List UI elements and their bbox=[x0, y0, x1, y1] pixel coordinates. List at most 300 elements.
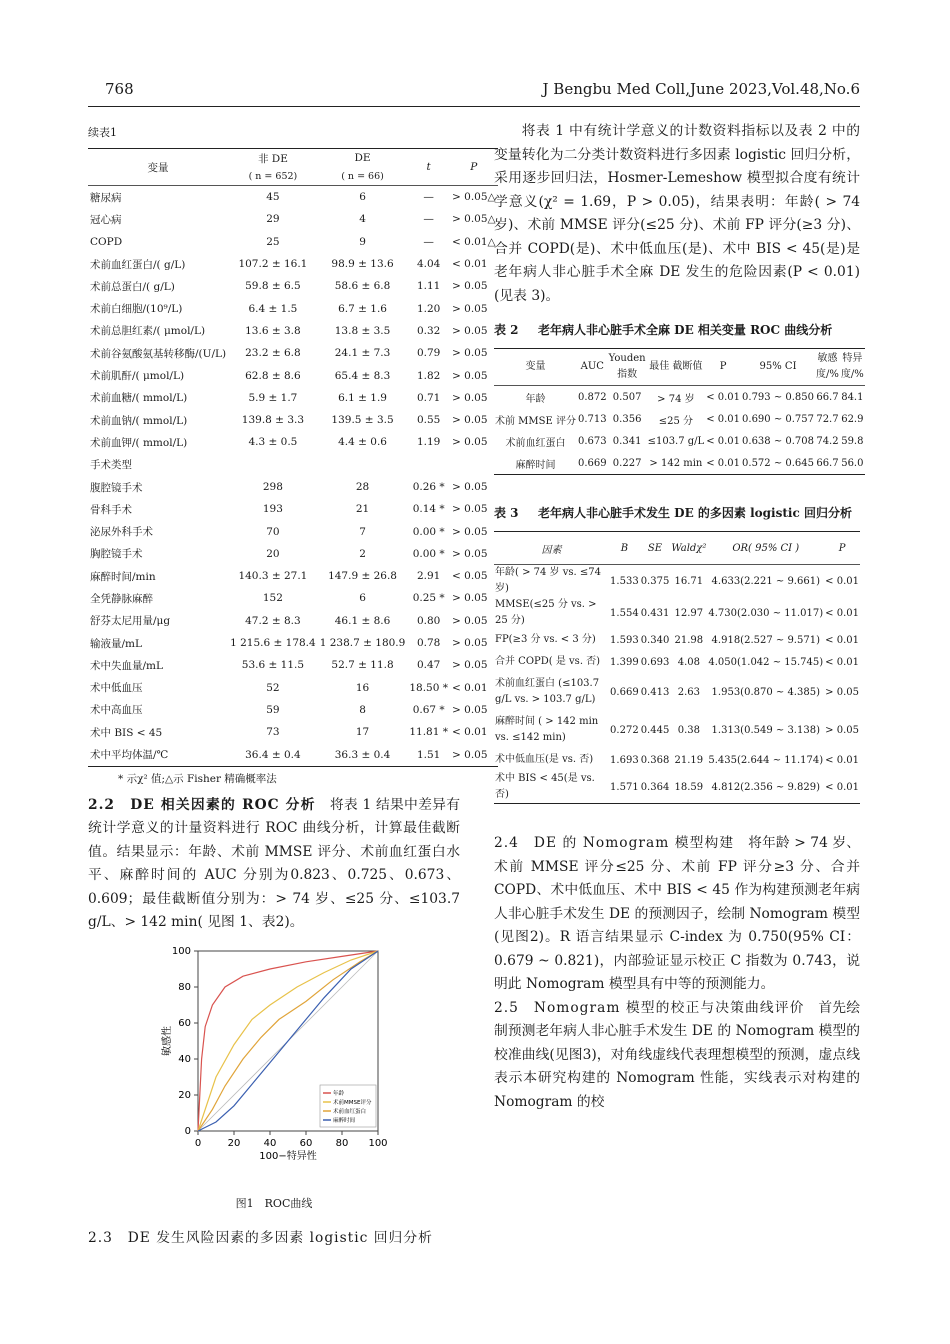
table3-cell: 0.364 bbox=[640, 781, 670, 793]
table2-cell: < 0.01 bbox=[706, 413, 741, 425]
table1-cell-t bbox=[407, 454, 450, 476]
table1-cell-p: > 0.05 bbox=[452, 525, 488, 538]
table2-cell: ≤25 分 bbox=[658, 415, 694, 427]
table2-cell: 麻醉时间 bbox=[515, 459, 556, 471]
header-rule bbox=[88, 106, 860, 107]
table1-header-variable: 变量 bbox=[147, 161, 169, 174]
table3-cell: < 0.01 bbox=[825, 781, 859, 793]
legend-label: 术前血红蛋白 bbox=[333, 1108, 367, 1115]
table3-cell: 12.97 bbox=[674, 607, 704, 619]
x-tick-label: 80 bbox=[335, 1137, 349, 1149]
table3-cell: 1.554 bbox=[610, 607, 639, 619]
table3-cell: MMSE(≤25 分 vs. > 25 分) bbox=[495, 599, 597, 626]
x-tick-label: 20 bbox=[227, 1137, 241, 1149]
table-row bbox=[88, 387, 498, 409]
table1-cell-non-de: 36.4 ± 0.4 bbox=[245, 748, 301, 761]
table-row bbox=[88, 320, 498, 342]
table1-cell-non-de: 59.8 ± 6.5 bbox=[245, 280, 301, 293]
table1-cell-de: 16 bbox=[355, 681, 370, 694]
table3-cell: > 0.05 bbox=[825, 724, 859, 736]
table-row bbox=[494, 629, 860, 651]
table-row bbox=[88, 610, 498, 632]
table2-cell: 0.673 bbox=[578, 435, 607, 447]
table1-cell-variable: 术中低血压 bbox=[90, 682, 143, 695]
table1-cell-non-de: 20 bbox=[266, 547, 280, 560]
table1 bbox=[88, 148, 498, 767]
table1-cell-de: 58.6 ± 6.8 bbox=[334, 280, 391, 293]
table1-cell-non-de: 52 bbox=[266, 681, 280, 694]
table2-header-cell: Youden 指数 bbox=[608, 353, 646, 380]
table1-cell-p: > 0.05 bbox=[452, 369, 488, 382]
table3-cell: 0.669 bbox=[610, 686, 639, 698]
table3-cell: 16.71 bbox=[674, 575, 704, 587]
table1-cell-t: 1.51 bbox=[416, 748, 441, 761]
table-row bbox=[88, 498, 498, 520]
table3-cell: 0.413 bbox=[640, 686, 670, 698]
table1-cell-p: < 0.01 bbox=[452, 726, 488, 739]
table1-cell-de: 36.3 ± 0.4 bbox=[334, 748, 391, 761]
table-row bbox=[494, 771, 860, 804]
y-tick-label: 20 bbox=[178, 1089, 191, 1101]
section-2-2-text: 将表 1 结果中差异有统计学意义的计量资料进行 ROC 曲线分析，计算最佳截断值。结果显示：年龄、术前 MMSE 评分、术前血红蛋白水平、麻醉时间的 AUC 分别为0.823、0.725、0.673、0.609；最佳截断值分别为：> 74 岁、≤25 分、≤103.7 g/L、> 142 min( 见图 1、表2)。 bbox=[88, 796, 461, 931]
table2-cell: 56.0 bbox=[841, 457, 864, 469]
table3-cell: 18.59 bbox=[674, 781, 704, 793]
table2-header-cell: 敏感度/% bbox=[816, 353, 839, 380]
section-2-4-text: 将年龄 > 74 岁、术前 MMSE 评分≤25 分、术前 FP 评分≥3 分、合并 COPD、术中低血压、术中 BIS < 45 作为构建预测老年病人非心脏手术发生 DE 的预测因子，绘制 Nomogram 模型(见图2)。R 语言结果显示 C-index 为 0.750(95% CI：0.679 ~ 0.821)，内部验证显示校正 C 指数为 0.743，说明此 Nomogram 模型具有中等的预测能力。 bbox=[494, 835, 860, 992]
table2-header-row bbox=[494, 349, 865, 386]
table2-caption bbox=[494, 320, 860, 340]
table1-header-non-de-n: ( n = 652) bbox=[248, 170, 298, 182]
table3-title: 老年病人非心脏手术发生 DE 的多因素 logistic 回归分析 bbox=[538, 506, 852, 520]
table1-cell-de: 46.1 ± 8.6 bbox=[334, 614, 391, 627]
table1-header-de: DE bbox=[354, 152, 371, 164]
table1-cell-t: 1.19 bbox=[416, 436, 441, 449]
y-tick-label: 60 bbox=[178, 1017, 191, 1029]
table1-cell-non-de: 6.4 ± 1.5 bbox=[248, 302, 298, 315]
table1-cell-de bbox=[318, 454, 408, 476]
table2-cell: 年龄 bbox=[525, 393, 546, 405]
table1-cell-variable: 骨科手术 bbox=[90, 503, 132, 516]
table1-cell-de: 4 bbox=[359, 213, 366, 226]
table1-cell-de: 6 bbox=[359, 592, 366, 605]
table1-cell-t: 0.00 * bbox=[412, 547, 445, 560]
y-tick-label: 80 bbox=[178, 981, 191, 993]
table1-cell-variable: 舒芬太尼用量/μg bbox=[90, 615, 171, 628]
table1-cell-variable: 麻醉时间/min bbox=[90, 570, 156, 583]
table1-cell-variable: 手术类型 bbox=[90, 459, 132, 472]
table1-cell-p: < 0.05 bbox=[452, 570, 488, 583]
table3-cell: 4.918(2.527 ~ 9.571) bbox=[711, 634, 820, 646]
section-2-5-text: 首先绘制预测老年病人非心脏手术发生 DE 的 Nomogram 模型的校准曲线(见图3)，对角线虚线代表理想模型的预测，虚点线表示本研究构建的 Nomogram 性能，实线表示对构建的 Nomogram 的校 bbox=[494, 999, 860, 1110]
table3-cell: 年龄( > 74 岁 vs. ≤74 岁) bbox=[495, 567, 601, 594]
table1-cell-non-de: 73 bbox=[266, 726, 280, 739]
table1-header-de-n: ( n = 66) bbox=[341, 170, 384, 182]
table2-cell: 0.669 bbox=[578, 457, 607, 469]
table1-cell-de: 24.1 ± 7.3 bbox=[334, 347, 391, 360]
logistic-paragraph: 将表 1 中有统计学意义的计数资料指标以及表 2 中的变量转化为二分类计数资料进行多因素 logistic 回归分析，采用逐步回归法，Hosmer-Lemeshow 模型拟合度有统计学意义(χ² = 1.69，P > 0.05)，结果表明：年龄( > 74 岁)、术前 MMSE 评分(≤25 分)、术前 FP 评分(≥3 分)、合并 COPD(是)、术中低血压(是)、术中 BIS < 45(是)是老年病人非心脏手术全麻 DE 发生的危险因素(P < 0.01)(见表 3)。 bbox=[494, 123, 860, 304]
table1-cell-non-de: 45 bbox=[266, 191, 280, 204]
y-tick-label: 100 bbox=[171, 945, 191, 957]
table3-cell: 4.050(1.042 ~ 15.745) bbox=[708, 656, 824, 668]
table1-cell-t: — bbox=[423, 191, 434, 204]
table1-cell-non-de: 193 bbox=[262, 503, 283, 516]
table-row bbox=[88, 476, 498, 498]
table1-cell-de: 65.4 ± 8.3 bbox=[334, 369, 391, 382]
table-row bbox=[88, 565, 498, 587]
table-row bbox=[88, 743, 498, 766]
table3-cell: 合并 COPD( 是 vs. 否) bbox=[495, 656, 601, 667]
table1-cell-variable: 胸腔镜手术 bbox=[90, 548, 143, 561]
table-row bbox=[88, 587, 498, 609]
roc-chart bbox=[158, 943, 418, 1193]
table-row bbox=[88, 186, 498, 209]
table1-cell-t: 0.26 * bbox=[412, 481, 445, 493]
table-row bbox=[494, 749, 860, 771]
table1-header-non-de: 非 DE bbox=[257, 152, 288, 165]
table1-cell-t: 0.32 bbox=[416, 324, 441, 337]
table3-cell: < 0.01 bbox=[825, 575, 859, 587]
table1-cell-variable: 输液量/mL bbox=[90, 637, 142, 650]
table-row bbox=[494, 651, 860, 673]
table-row bbox=[88, 364, 498, 386]
legend-label: 麻醉时间 bbox=[333, 1117, 356, 1124]
table3-cell: 术前血红蛋白 (≤103.7 g/L vs. > 103.7 g/L) bbox=[495, 678, 600, 705]
table1-note: * 示χ² 值;△示 Fisher 精确概率法 bbox=[118, 772, 277, 785]
table3-cell: > 0.05 bbox=[825, 686, 859, 698]
table3-cell: < 0.01 bbox=[825, 754, 859, 766]
table2-header-cell: 95% CI bbox=[759, 361, 797, 372]
table2-cell: 0.690 ~ 0.757 bbox=[742, 413, 815, 425]
table1-body bbox=[88, 186, 498, 767]
table1-cell-de: 6 bbox=[359, 191, 366, 204]
table1-cell-variable: 术前总蛋白/( g/L) bbox=[90, 280, 175, 293]
table1-cell-t: — bbox=[423, 213, 434, 226]
table1-cell-t: 1.20 bbox=[416, 302, 441, 315]
table1-cell-de: 139.5 ± 3.5 bbox=[331, 414, 394, 427]
table2-cell: 0.572 ~ 0.645 bbox=[742, 457, 815, 469]
table1-cell-p: < 0.01 bbox=[452, 681, 488, 694]
table2-label: 表 2 bbox=[494, 323, 519, 337]
table3-label: 表 3 bbox=[494, 506, 519, 520]
table1-cell-t: 11.81 * bbox=[409, 726, 448, 739]
table1-cell-de: 28 bbox=[355, 481, 370, 493]
table3-cell: < 0.01 bbox=[825, 634, 859, 646]
table1-cell-de: 52.7 ± 11.8 bbox=[331, 659, 394, 672]
table3-cell: 4.08 bbox=[677, 656, 700, 668]
x-tick-label: 100 bbox=[368, 1137, 388, 1149]
table3-cell: 0.431 bbox=[640, 607, 670, 619]
table2-cell: 59.8 bbox=[841, 435, 864, 447]
table2-cell: 0.872 bbox=[578, 391, 607, 403]
table3-cell: 1.571 bbox=[610, 781, 639, 793]
table1-cell-non-de: 298 bbox=[262, 481, 283, 493]
table1-cell-de: 17 bbox=[355, 726, 370, 739]
table1-cell-variable: 术前血红蛋白/( g/L) bbox=[90, 258, 186, 271]
table1-cell-non-de: 29 bbox=[266, 213, 280, 226]
table3-cell: 1.399 bbox=[610, 656, 639, 668]
section-2-5-heading: 2.5 Nomogram 模型的校正与决策曲线评价 bbox=[494, 999, 805, 1016]
table3-cell: 4.633(2.221 ~ 9.661) bbox=[711, 575, 820, 587]
table-row bbox=[494, 452, 865, 475]
table1-cell-t: 0.47 bbox=[416, 659, 441, 672]
y-tick-label: 40 bbox=[178, 1053, 191, 1065]
table2-header-cell: 变量 bbox=[525, 361, 546, 372]
table2-cell: 0.793 ~ 0.850 bbox=[742, 391, 815, 403]
table2-cell: > 142 min bbox=[649, 457, 703, 469]
table2-cell: < 0.01 bbox=[706, 435, 741, 447]
table1-cell-variable: 术中平均体温/℃ bbox=[90, 749, 169, 762]
table1-cell-de: 8 bbox=[359, 703, 366, 716]
table-row bbox=[88, 297, 498, 319]
x-tick-label: 0 bbox=[194, 1137, 202, 1149]
legend-label: 术前MMSE评分 bbox=[333, 1099, 372, 1106]
table3-cell: 0.445 bbox=[640, 724, 670, 736]
table3-cell: FP(≥3 分 vs. < 3 分) bbox=[495, 634, 596, 645]
table2-header-cell: P bbox=[719, 361, 727, 372]
table1-cell-p: > 0.05 bbox=[452, 280, 488, 293]
table2-cell: 84.1 bbox=[841, 391, 864, 403]
table1-cell-t: 0.78 bbox=[416, 637, 441, 650]
table1-cell-non-de: 152 bbox=[262, 592, 283, 605]
table-row bbox=[494, 430, 865, 452]
table-row bbox=[88, 431, 498, 453]
table1-cell-non-de: 140.3 ± 27.1 bbox=[238, 570, 308, 583]
table3-cell: 麻醉时间 ( > 142 min vs. ≤142 min) bbox=[495, 716, 599, 743]
table-row bbox=[494, 673, 860, 711]
table1-cell-non-de: 139.8 ± 3.3 bbox=[241, 414, 305, 427]
table-row bbox=[88, 520, 498, 542]
table1-cell-non-de: 23.2 ± 6.8 bbox=[245, 347, 301, 360]
table1-cell-de: 147.9 ± 26.8 bbox=[328, 570, 397, 583]
table3-cell: 0.693 bbox=[640, 656, 670, 668]
table1-cell-p: > 0.05 bbox=[452, 614, 488, 627]
table2-cell: 0.713 bbox=[578, 413, 607, 425]
table2-cell: 0.341 bbox=[612, 435, 642, 447]
table-row bbox=[494, 408, 865, 430]
table1-cell-variable: 术前血钠/( mmol/L) bbox=[90, 414, 188, 427]
table3-cell: 5.435(2.644 ~ 11.174) bbox=[708, 754, 824, 766]
x-axis-label: 100−特异性 bbox=[259, 1150, 317, 1162]
x-tick-label: 60 bbox=[299, 1137, 313, 1149]
table3-header-cell: SE bbox=[647, 542, 663, 554]
table1-cell-t: 0.14 * bbox=[412, 503, 445, 516]
table3-cell: 术中低血压(是 vs. 否) bbox=[495, 754, 594, 765]
table1-cell-variable: 术前白细胞/(10⁹/L) bbox=[90, 303, 183, 316]
table2-cell: 0.227 bbox=[612, 457, 642, 469]
table1-cell-t: — bbox=[423, 235, 434, 248]
table-row bbox=[88, 677, 498, 699]
table1-cell-de: 6.1 ± 1.9 bbox=[338, 391, 387, 404]
table3 bbox=[494, 531, 860, 804]
table-row bbox=[88, 454, 498, 476]
table1-cell-t: 0.55 bbox=[416, 414, 441, 427]
table1-cell-t: 1.82 bbox=[416, 369, 441, 382]
table1-cell-non-de: 62.8 ± 8.6 bbox=[245, 369, 301, 382]
table-row bbox=[88, 253, 498, 275]
table-row bbox=[88, 409, 498, 431]
table1-cell-t: 0.00 * bbox=[412, 525, 445, 538]
table3-header-cell: B bbox=[620, 542, 629, 554]
table-row bbox=[88, 275, 498, 297]
table2-cell: 72.7 bbox=[816, 413, 839, 425]
table3-cell: 21.98 bbox=[674, 634, 704, 646]
table3-header-cell: P bbox=[838, 542, 846, 554]
table2-cell: 0.638 ~ 0.708 bbox=[742, 435, 815, 447]
table1-header-p: P bbox=[470, 161, 478, 173]
table2-cell: 74.2 bbox=[816, 435, 839, 447]
table1-cell-p: > 0.05 bbox=[452, 547, 488, 560]
table1-cell-variable: 术前肌酐/( μmol/L) bbox=[90, 370, 185, 383]
table3-cell: 0.368 bbox=[640, 754, 670, 766]
table3-cell: 1.953(0.870 ~ 4.385) bbox=[711, 686, 820, 698]
table2-cell: > 74 岁 bbox=[657, 393, 695, 405]
table1-cell-de: 1 238.7 ± 180.9 bbox=[319, 637, 406, 650]
table1-cell-p: > 0.05 bbox=[452, 748, 488, 761]
table-row bbox=[88, 231, 498, 253]
table1-cell-de: 7 bbox=[359, 525, 366, 538]
table3-header-cell: Waldχ² bbox=[671, 542, 707, 554]
table1-cell-p: < 0.01△ bbox=[452, 235, 496, 248]
table1-cell-non-de bbox=[228, 454, 318, 476]
table-row bbox=[88, 654, 498, 676]
table3-cell: 术中 BIS < 45(是 vs. 否) bbox=[495, 773, 595, 800]
table1-cell-t: 0.71 bbox=[416, 391, 441, 404]
table3-cell: 1.593 bbox=[610, 634, 639, 646]
table2-cell: 术前 MMSE 评分 bbox=[495, 415, 576, 427]
table1-cell-variable: 术前血钾/( mmol/L) bbox=[90, 436, 188, 449]
table1-cell-variable: 泌尿外科手术 bbox=[90, 526, 153, 539]
table2-cell: < 0.01 bbox=[706, 391, 741, 403]
table-row bbox=[88, 632, 498, 654]
table3-cell: 2.63 bbox=[677, 686, 700, 698]
y-tick-label: 0 bbox=[184, 1125, 191, 1137]
table3-cell: 4.730(2.030 ~ 11.017) bbox=[708, 607, 824, 619]
y-axis-label: 敏感性 bbox=[162, 1025, 173, 1056]
section-2-4 bbox=[494, 832, 860, 997]
table1-cell-t: 2.91 bbox=[416, 570, 441, 583]
table3-cell: 1.693 bbox=[610, 754, 639, 766]
table2-cell: < 0.01 bbox=[706, 457, 741, 469]
table-row bbox=[494, 565, 860, 598]
table1-cell-de: 98.9 ± 13.6 bbox=[331, 258, 394, 271]
table1-cell-non-de: 59 bbox=[266, 703, 280, 716]
section-2-4-heading: 2.4 DE 的 Nomogram 模型构建 bbox=[494, 835, 735, 851]
table2-cell: 0.356 bbox=[612, 413, 642, 425]
table3-cell: < 0.01 bbox=[825, 607, 859, 619]
section-2-3: 2.3 DE 发生风险因素的多因素 logistic 回归分析 bbox=[88, 1229, 433, 1246]
table1-cell-p: > 0.05 bbox=[452, 592, 488, 605]
table2-title: 老年病人非心脏手术全麻 DE 相关变量 ROC 曲线分析 bbox=[538, 323, 833, 337]
roc-figure bbox=[158, 943, 418, 1193]
table1-cell-p: > 0.05 bbox=[452, 436, 488, 449]
table3-cell: 4.812(2.356 ~ 9.829) bbox=[711, 781, 820, 793]
table2-cell: 66.7 bbox=[816, 457, 839, 469]
x-tick-label: 40 bbox=[263, 1137, 277, 1149]
table1-cell-t: 1.11 bbox=[416, 280, 441, 293]
table1-cell-non-de: 13.6 ± 3.8 bbox=[245, 324, 301, 337]
table1-cell-p: > 0.05 bbox=[452, 391, 488, 404]
table1-cell-p: > 0.05 bbox=[452, 659, 488, 672]
table1-cell-de: 6.7 ± 1.6 bbox=[338, 302, 387, 315]
table1-cell-variable: 术中 BIS < 45 bbox=[90, 726, 163, 739]
table1-cell-variable: 术前血糖/( mmol/L) bbox=[90, 392, 188, 405]
table1-cell-non-de: 107.2 ± 16.1 bbox=[238, 258, 308, 271]
section-2-2 bbox=[88, 794, 460, 935]
table1-cell-p: > 0.05 bbox=[452, 637, 488, 650]
table1-cell-de: 13.8 ± 3.5 bbox=[334, 324, 391, 337]
table1-cell-variable: 术前总胆红素/( μmol/L) bbox=[90, 325, 206, 338]
page-number: 768 bbox=[105, 80, 134, 98]
table1-cell-variable: 术中高血压 bbox=[90, 704, 143, 717]
table1-cell-t: 0.79 bbox=[416, 347, 441, 360]
table1-cell-non-de: 1 215.6 ± 178.4 bbox=[230, 637, 316, 650]
table1-cell-variable: 腹腔镜手术 bbox=[90, 481, 143, 494]
table1-cell-variable: 术前谷氨酸氨基转移酶/(U/L) bbox=[90, 347, 227, 360]
section-2-5 bbox=[494, 997, 860, 1115]
table1-cell-variable: COPD bbox=[90, 235, 123, 248]
table2-cell: 术前血红蛋白 bbox=[505, 437, 566, 449]
table3-cell: 21.19 bbox=[674, 754, 704, 766]
table3-header-cell: 因素 bbox=[541, 544, 562, 556]
table2-cell: 66.7 bbox=[816, 391, 839, 403]
table1-cell-p: > 0.05 bbox=[452, 481, 488, 493]
table2-header-cell: 特异度/% bbox=[840, 353, 864, 380]
table1-cell-p: > 0.05△ bbox=[452, 191, 496, 204]
table-row bbox=[88, 721, 498, 743]
table1-cell-t: 4.04 bbox=[416, 258, 441, 271]
legend-label: 年龄 bbox=[333, 1090, 345, 1097]
right-column bbox=[494, 120, 864, 1114]
table3-cell: < 0.01 bbox=[825, 656, 859, 668]
table1-cell-p bbox=[450, 454, 498, 476]
table3-caption bbox=[494, 503, 860, 523]
table1-cell-t: 0.80 bbox=[416, 614, 441, 627]
table3-cell: 1.313(0.549 ~ 3.138) bbox=[711, 724, 820, 736]
table3-cell: 0.340 bbox=[640, 634, 670, 646]
table1-cell-p: < 0.01 bbox=[452, 258, 488, 271]
table1-caption: 续表1 bbox=[88, 126, 117, 139]
table1-cell-p: > 0.05 bbox=[452, 414, 488, 427]
table2-cell: 0.507 bbox=[612, 391, 642, 403]
table-row bbox=[494, 597, 860, 629]
table1-cell-de: 2 bbox=[359, 547, 366, 560]
table3-cell: 0.272 bbox=[610, 724, 639, 736]
table2-cell: 62.9 bbox=[841, 413, 864, 425]
table-row bbox=[88, 208, 498, 230]
table-row bbox=[88, 699, 498, 721]
left-column bbox=[88, 120, 496, 1250]
table2-cell: ≤103.7 g/L bbox=[647, 435, 705, 447]
journal-header: J Bengbu Med Coll,June 2023,Vol.48,No.6 bbox=[542, 80, 860, 98]
table1-cell-non-de: 25 bbox=[266, 235, 280, 248]
table2 bbox=[494, 348, 865, 475]
table1-cell-variable: 冠心病 bbox=[90, 213, 122, 226]
table1-cell-non-de: 53.6 ± 11.5 bbox=[241, 659, 305, 672]
table1-cell-p: > 0.05 bbox=[452, 503, 488, 516]
table1-cell-non-de: 4.3 ± 0.5 bbox=[248, 436, 298, 449]
table1-cell-variable: 术中失血量/mL bbox=[90, 659, 163, 672]
table1-cell-non-de: 70 bbox=[266, 525, 280, 538]
table-row bbox=[88, 342, 498, 364]
table3-header-row bbox=[494, 532, 860, 565]
table1-cell-p: > 0.05 bbox=[452, 347, 488, 360]
table-row bbox=[88, 543, 498, 565]
table1-cell-t: 18.50 * bbox=[409, 681, 448, 694]
table1-cell-t: 0.25 * bbox=[412, 592, 445, 605]
table1-cell-de: 21 bbox=[355, 503, 370, 516]
table-row bbox=[494, 711, 860, 749]
section-2-2-heading: 2.2 DE 相关因素的 ROC 分析 bbox=[88, 796, 316, 813]
